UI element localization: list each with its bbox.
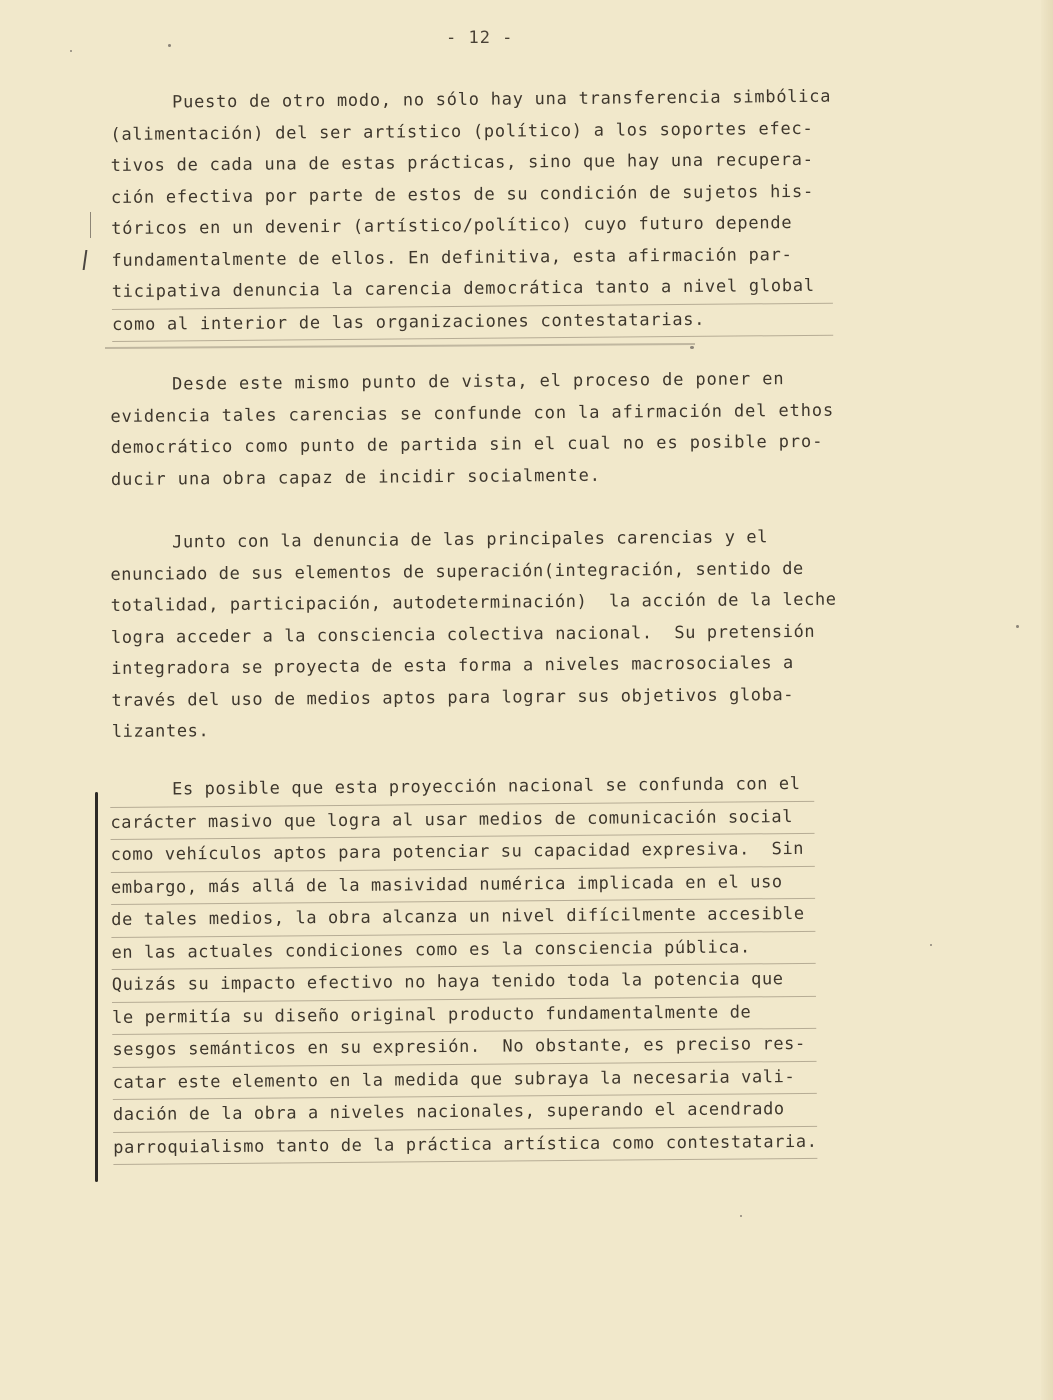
text-line: Es posible que esta proyección nacional se confunda con el bbox=[110, 769, 815, 808]
text-line: embargo, más allá de la masividad numérica implicada en el uso bbox=[111, 866, 816, 905]
text-line: sesgos semánticos en su expresión. No obstante, es preciso res- bbox=[112, 1029, 817, 1068]
text-line: través del uso de medios aptos para lograr sus objetivos globa- bbox=[111, 684, 795, 711]
text-line: dación de la obra a niveles nacionales, superando el acendrado bbox=[113, 1094, 818, 1133]
paragraph-2 bbox=[110, 364, 835, 496]
text-line: tóricos en un devenir (artístico/político) cuyo futuro depende bbox=[111, 213, 793, 239]
paragraph-3 bbox=[110, 522, 838, 749]
text-line: Quizás su impacto efectivo no haya tenido toda la potencia que bbox=[112, 964, 817, 1003]
text-line: enunciado de sus elementos de superación(integración, sentido de bbox=[110, 558, 804, 585]
text-line: ticipativa denuncia la carencia democrática tanto a nivel global bbox=[112, 271, 833, 310]
text-line: carácter masivo que logra al usar medios de comunicación social bbox=[110, 801, 815, 840]
text-line: catar este elemento en la medida que subraya la necesaria vali- bbox=[113, 1061, 818, 1100]
paper-speck bbox=[740, 1215, 742, 1217]
text-line: totalidad, participación, autodeterminación) la acción de la leche bbox=[110, 589, 837, 616]
paper-speck bbox=[690, 346, 694, 349]
paragraph-1 bbox=[110, 82, 833, 342]
text-line: evidencia tales carencias se confunde con la afirmación del ethos bbox=[110, 400, 835, 427]
text-line: (alimentación) del ser artístico (político) a los soportes efec- bbox=[110, 118, 814, 145]
text-line: ducir una obra capaz de incidir socialmente. bbox=[110, 465, 601, 490]
text-line: lizantes. bbox=[111, 721, 210, 742]
margin-vertical-bar bbox=[95, 792, 98, 1182]
text-line: fundamentalmente de ellos. En definitiva, esta afirmación par- bbox=[111, 244, 793, 271]
text-line: democrático como punto de partida sin el cual no es posible pro- bbox=[110, 431, 824, 458]
page-number: - 12 - bbox=[446, 28, 514, 48]
paper-speck bbox=[168, 44, 171, 47]
text-line: logra acceder a la consciencia colectiva nacional. Su pretensión bbox=[110, 621, 816, 648]
paper-speck bbox=[1016, 625, 1019, 628]
text-line: tivos de cada una de estas prácticas, sino que hay una recupera- bbox=[110, 149, 814, 176]
paper-edge-shadow bbox=[1041, 0, 1053, 1400]
text-line: como al interior de las organizaciones contestatarias. bbox=[112, 303, 833, 342]
text-line: de tales medios, la obra alcanza un nivel difícilmente accesible bbox=[111, 899, 816, 938]
paragraph-4 bbox=[110, 769, 818, 1165]
paper-speck bbox=[70, 50, 72, 52]
text-line: como vehículos aptos para potenciar su capacidad expresiva. Sin bbox=[111, 834, 816, 873]
text-line: le permitía su diseño original producto fundamentalmente de bbox=[112, 996, 817, 1035]
text-line: integradora se proyecta de esta forma a niveles macrosociales a bbox=[111, 653, 794, 679]
text-line: ción efectiva por parte de estos de su condición de sujetos his- bbox=[110, 181, 815, 208]
text-line: Puesto de otro modo, no sólo hay una transferencia simbólica bbox=[172, 86, 832, 113]
paper-speck bbox=[930, 944, 932, 946]
margin-pencil-mark bbox=[90, 212, 91, 238]
margin-check-mark bbox=[75, 250, 88, 270]
text-line: Desde este mismo punto de vista, el proceso de poner en bbox=[172, 369, 785, 395]
pencil-underline bbox=[105, 343, 695, 349]
text-line: en las actuales condiciones como es la consciencia pública. bbox=[111, 931, 816, 970]
text-line: Junto con la denuncia de las principales carencias y el bbox=[172, 527, 769, 553]
text-line: parroquialismo tanto de la práctica artística como contestataria. bbox=[113, 1126, 818, 1165]
